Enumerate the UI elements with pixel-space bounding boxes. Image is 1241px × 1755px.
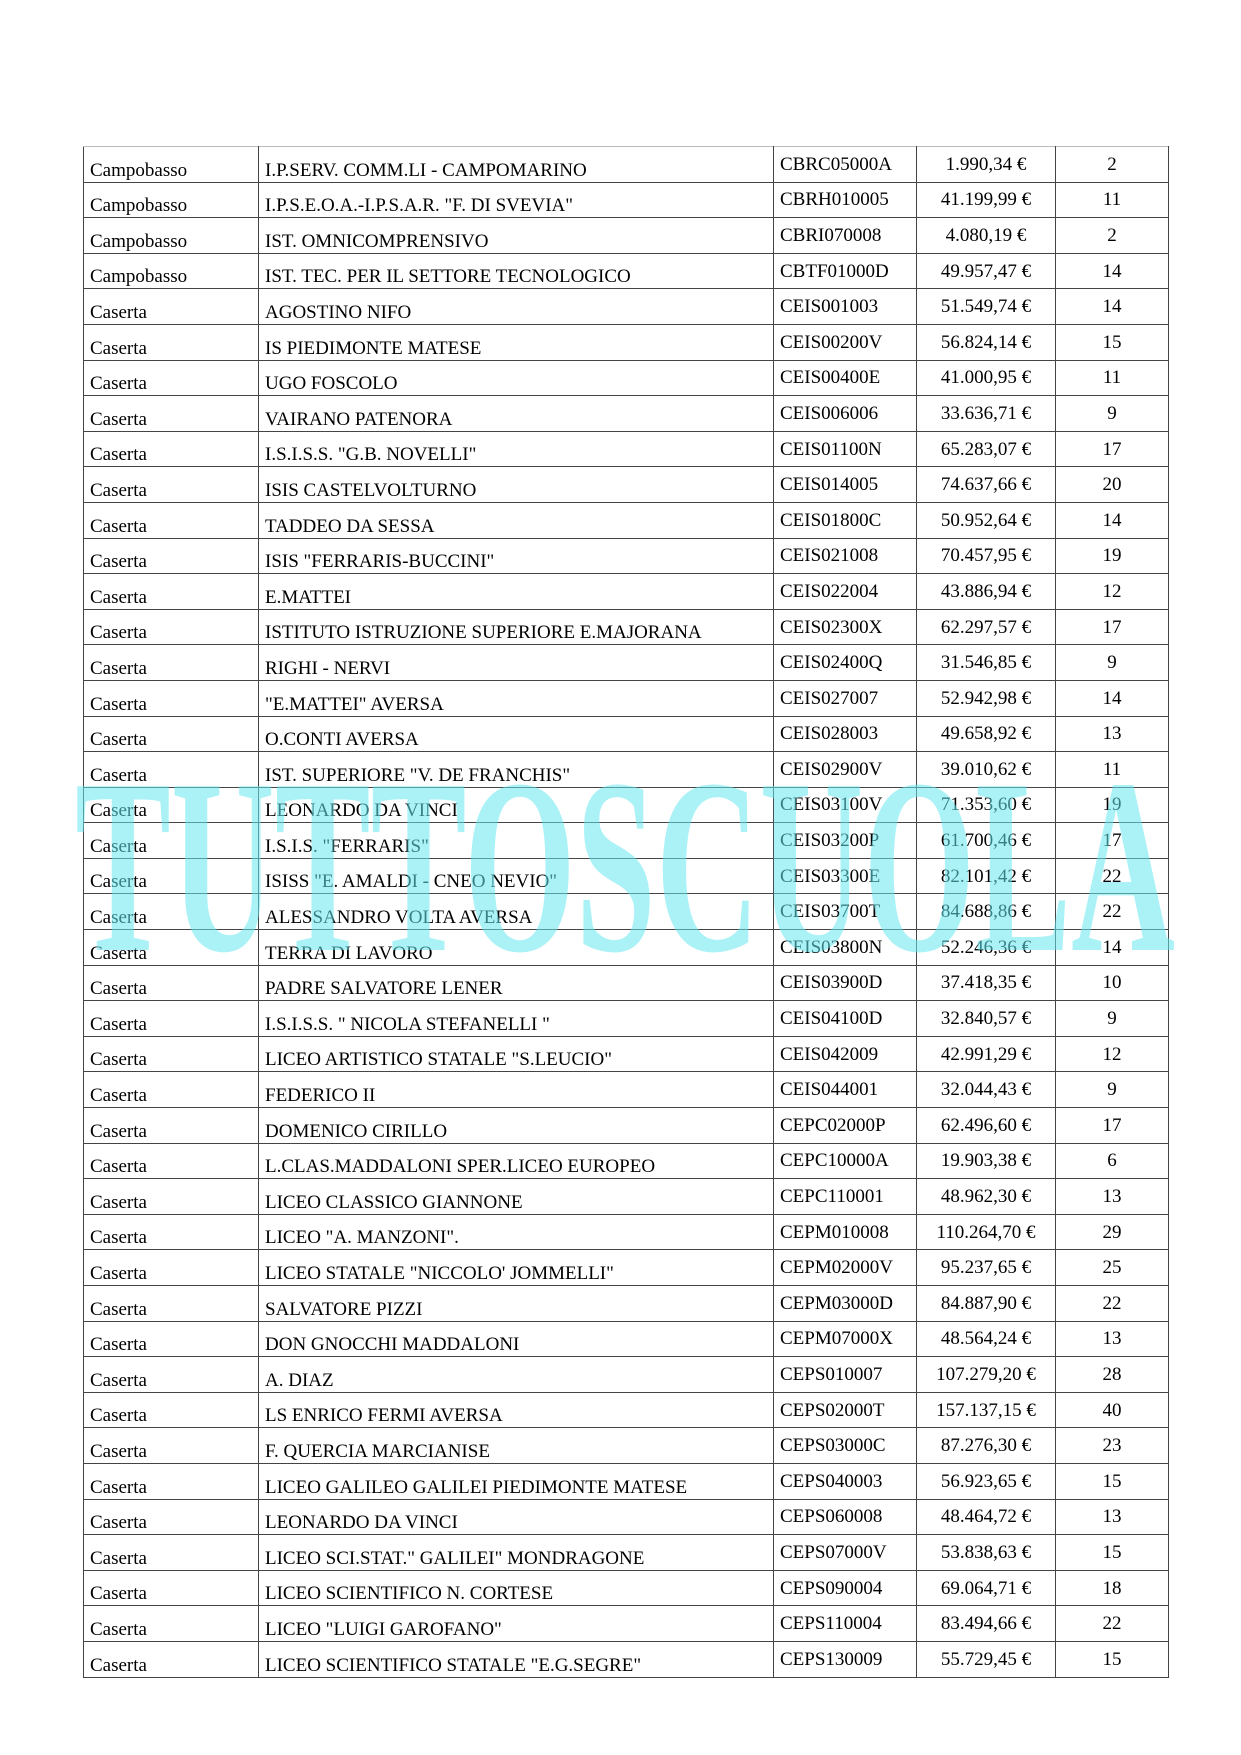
count-cell: 15 <box>1056 1463 1169 1499</box>
count-cell: 17 <box>1056 609 1169 645</box>
count-cell: 14 <box>1056 930 1169 966</box>
province-cell: Caserta <box>84 716 259 752</box>
amount-cell: 55.729,45 € <box>917 1641 1056 1677</box>
school-name-cell: L.CLAS.MADDALONI SPER.LICEO EUROPEO <box>259 1143 774 1179</box>
school-name-cell: DOMENICO CIRILLO <box>259 1108 774 1144</box>
school-name-cell: IST. TEC. PER IL SETTORE TECNOLOGICO <box>259 253 774 289</box>
table-row <box>84 1499 1169 1535</box>
province-cell: Campobasso <box>84 147 259 183</box>
school-name-cell: I.S.I.S. "FERRARIS" <box>259 823 774 859</box>
table-row <box>84 823 1169 859</box>
amount-cell: 84.887,90 € <box>917 1286 1056 1322</box>
amount-cell: 71.353,60 € <box>917 787 1056 823</box>
table-row <box>84 1001 1169 1037</box>
amount-cell: 1.990,34 € <box>917 147 1056 183</box>
school-code-cell: CEIS021008 <box>774 538 917 574</box>
school-name-cell: LICEO SCIENTIFICO STATALE "E.G.SEGRE" <box>259 1641 774 1677</box>
count-cell: 13 <box>1056 1499 1169 1535</box>
amount-cell: 51.549,74 € <box>917 289 1056 325</box>
count-cell: 14 <box>1056 289 1169 325</box>
table-row <box>84 609 1169 645</box>
school-name-cell: RIGHI - NERVI <box>259 645 774 681</box>
amount-cell: 56.824,14 € <box>917 324 1056 360</box>
amount-cell: 110.264,70 € <box>917 1214 1056 1250</box>
count-cell: 14 <box>1056 253 1169 289</box>
table-body <box>84 147 1169 1678</box>
province-cell: Caserta <box>84 680 259 716</box>
amount-cell: 4.080,19 € <box>917 218 1056 254</box>
count-cell: 28 <box>1056 1357 1169 1393</box>
school-name-cell: LICEO STATALE "NICCOLO' JOMMELLI" <box>259 1250 774 1286</box>
province-cell: Caserta <box>84 1392 259 1428</box>
school-name-cell: A. DIAZ <box>259 1357 774 1393</box>
amount-cell: 62.496,60 € <box>917 1108 1056 1144</box>
count-cell: 13 <box>1056 1321 1169 1357</box>
province-cell: Caserta <box>84 502 259 538</box>
amount-cell: 33.636,71 € <box>917 396 1056 432</box>
table-row <box>84 1036 1169 1072</box>
province-cell: Caserta <box>84 787 259 823</box>
province-cell: Caserta <box>84 752 259 788</box>
school-code-cell: CEPS03000C <box>774 1428 917 1464</box>
table-row <box>84 1321 1169 1357</box>
school-name-cell: IS PIEDIMONTE MATESE <box>259 324 774 360</box>
province-cell: Caserta <box>84 1499 259 1535</box>
province-cell: Caserta <box>84 1428 259 1464</box>
table-row <box>84 1357 1169 1393</box>
school-name-cell: I.P.SERV. COMM.LI - CAMPOMARINO <box>259 147 774 183</box>
province-cell: Caserta <box>84 823 259 859</box>
count-cell: 9 <box>1056 1072 1169 1108</box>
school-code-cell: CEIS03900D <box>774 965 917 1001</box>
school-code-cell: CEIS00200V <box>774 324 917 360</box>
amount-cell: 41.199,99 € <box>917 182 1056 218</box>
province-cell: Caserta <box>84 1535 259 1571</box>
province-cell: Caserta <box>84 1179 259 1215</box>
table-row <box>84 1214 1169 1250</box>
amount-cell: 19.903,38 € <box>917 1143 1056 1179</box>
school-code-cell: CEPS07000V <box>774 1535 917 1571</box>
school-code-cell: CEIS03300E <box>774 858 917 894</box>
count-cell: 11 <box>1056 182 1169 218</box>
amount-cell: 42.991,29 € <box>917 1036 1056 1072</box>
amount-cell: 82.101,42 € <box>917 858 1056 894</box>
amount-cell: 49.957,47 € <box>917 253 1056 289</box>
school-code-cell: CEIS022004 <box>774 574 917 610</box>
amount-cell: 95.237,65 € <box>917 1250 1056 1286</box>
province-cell: Caserta <box>84 930 259 966</box>
amount-cell: 48.464,72 € <box>917 1499 1056 1535</box>
school-name-cell: DON GNOCCHI MADDALONI <box>259 1321 774 1357</box>
amount-cell: 65.283,07 € <box>917 431 1056 467</box>
table-row <box>84 574 1169 610</box>
school-code-cell: CEIS03700T <box>774 894 917 930</box>
amount-cell: 74.637,66 € <box>917 467 1056 503</box>
province-cell: Caserta <box>84 1286 259 1322</box>
amount-cell: 37.418,35 € <box>917 965 1056 1001</box>
table-row <box>84 431 1169 467</box>
school-name-cell: O.CONTI AVERSA <box>259 716 774 752</box>
count-cell: 20 <box>1056 467 1169 503</box>
count-cell: 15 <box>1056 1535 1169 1571</box>
table-row <box>84 502 1169 538</box>
count-cell: 22 <box>1056 858 1169 894</box>
count-cell: 40 <box>1056 1392 1169 1428</box>
school-code-cell: CEIS006006 <box>774 396 917 432</box>
amount-cell: 43.886,94 € <box>917 574 1056 610</box>
table-row <box>84 1143 1169 1179</box>
school-name-cell: I.P.S.E.O.A.-I.P.S.A.R. "F. DI SVEVIA" <box>259 182 774 218</box>
province-cell: Caserta <box>84 1072 259 1108</box>
province-cell: Caserta <box>84 289 259 325</box>
school-name-cell: VAIRANO PATENORA <box>259 396 774 432</box>
count-cell: 15 <box>1056 1641 1169 1677</box>
school-code-cell: CEIS00400E <box>774 360 917 396</box>
school-name-cell: E.MATTEI <box>259 574 774 610</box>
table-row <box>84 1286 1169 1322</box>
province-cell: Campobasso <box>84 218 259 254</box>
table-row <box>84 1392 1169 1428</box>
school-code-cell: CEIS04100D <box>774 1001 917 1037</box>
province-cell: Caserta <box>84 574 259 610</box>
province-cell: Caserta <box>84 1036 259 1072</box>
amount-cell: 52.942,98 € <box>917 680 1056 716</box>
count-cell: 11 <box>1056 360 1169 396</box>
count-cell: 9 <box>1056 645 1169 681</box>
amount-cell: 69.064,71 € <box>917 1570 1056 1606</box>
count-cell: 12 <box>1056 1036 1169 1072</box>
province-cell: Caserta <box>84 467 259 503</box>
table-row <box>84 147 1169 183</box>
province-cell: Caserta <box>84 645 259 681</box>
school-name-cell: F. QUERCIA MARCIANISE <box>259 1428 774 1464</box>
school-code-cell: CEIS014005 <box>774 467 917 503</box>
amount-cell: 50.952,64 € <box>917 502 1056 538</box>
count-cell: 17 <box>1056 431 1169 467</box>
school-code-cell: CEIS001003 <box>774 289 917 325</box>
province-cell: Caserta <box>84 609 259 645</box>
table-row <box>84 1428 1169 1464</box>
school-name-cell: ISTITUTO ISTRUZIONE SUPERIORE E.MAJORANA <box>259 609 774 645</box>
school-name-cell: LICEO GALILEO GALILEI PIEDIMONTE MATESE <box>259 1463 774 1499</box>
school-code-cell: CBRC05000A <box>774 147 917 183</box>
province-cell: Caserta <box>84 324 259 360</box>
school-code-cell: CEIS02300X <box>774 609 917 645</box>
table-row <box>84 894 1169 930</box>
amount-cell: 31.546,85 € <box>917 645 1056 681</box>
province-cell: Caserta <box>84 396 259 432</box>
school-name-cell: ISISS "E. AMALDI - CNEO NEVIO" <box>259 858 774 894</box>
province-cell: Campobasso <box>84 182 259 218</box>
table-row <box>84 1179 1169 1215</box>
school-code-cell: CEPM010008 <box>774 1214 917 1250</box>
school-name-cell: IST. OMNICOMPRENSIVO <box>259 218 774 254</box>
count-cell: 22 <box>1056 894 1169 930</box>
province-cell: Caserta <box>84 360 259 396</box>
table-row <box>84 1641 1169 1677</box>
table-row <box>84 1606 1169 1642</box>
count-cell: 2 <box>1056 218 1169 254</box>
amount-cell: 107.279,20 € <box>917 1357 1056 1393</box>
table-row <box>84 1535 1169 1571</box>
school-code-cell: CEPS090004 <box>774 1570 917 1606</box>
count-cell: 2 <box>1056 147 1169 183</box>
amount-cell: 53.838,63 € <box>917 1535 1056 1571</box>
school-name-cell: I.S.I.S.S. " NICOLA STEFANELLI " <box>259 1001 774 1037</box>
school-name-cell: SALVATORE PIZZI <box>259 1286 774 1322</box>
school-name-cell: LS ENRICO FERMI AVERSA <box>259 1392 774 1428</box>
amount-cell: 62.297,57 € <box>917 609 1056 645</box>
school-code-cell: CEIS044001 <box>774 1072 917 1108</box>
school-name-cell: TERRA DI LAVORO <box>259 930 774 966</box>
amount-cell: 52.246,36 € <box>917 930 1056 966</box>
school-code-cell: CBRI070008 <box>774 218 917 254</box>
school-name-cell: LICEO "LUIGI GAROFANO" <box>259 1606 774 1642</box>
count-cell: 6 <box>1056 1143 1169 1179</box>
province-cell: Caserta <box>84 1108 259 1144</box>
table-row <box>84 253 1169 289</box>
amount-cell: 32.044,43 € <box>917 1072 1056 1108</box>
province-cell: Caserta <box>84 965 259 1001</box>
province-cell: Caserta <box>84 1606 259 1642</box>
table-row <box>84 324 1169 360</box>
school-name-cell: FEDERICO II <box>259 1072 774 1108</box>
count-cell: 13 <box>1056 1179 1169 1215</box>
amount-cell: 84.688,86 € <box>917 894 1056 930</box>
school-code-cell: CEPM07000X <box>774 1321 917 1357</box>
count-cell: 19 <box>1056 787 1169 823</box>
school-code-cell: CEPC10000A <box>774 1143 917 1179</box>
school-name-cell: "E.MATTEI" AVERSA <box>259 680 774 716</box>
school-code-cell: CEPC110001 <box>774 1179 917 1215</box>
school-code-cell: CEIS02400Q <box>774 645 917 681</box>
school-name-cell: LICEO "A. MANZONI". <box>259 1214 774 1250</box>
table-row <box>84 930 1169 966</box>
school-code-cell: CEIS03100V <box>774 787 917 823</box>
school-name-cell: ISIS "FERRARIS-BUCCINI" <box>259 538 774 574</box>
school-code-cell: CEPS130009 <box>774 1641 917 1677</box>
school-code-cell: CEIS01800C <box>774 502 917 538</box>
school-code-cell: CEIS02900V <box>774 752 917 788</box>
province-cell: Caserta <box>84 894 259 930</box>
province-cell: Caserta <box>84 1641 259 1677</box>
school-code-cell: CEPS02000T <box>774 1392 917 1428</box>
amount-cell: 49.658,92 € <box>917 716 1056 752</box>
table-row <box>84 752 1169 788</box>
school-name-cell: IST. SUPERIORE "V. DE FRANCHIS" <box>259 752 774 788</box>
school-name-cell: UGO FOSCOLO <box>259 360 774 396</box>
school-code-cell: CEIS027007 <box>774 680 917 716</box>
table-row <box>84 680 1169 716</box>
school-name-cell: LICEO SCI.STAT." GALILEI" MONDRAGONE <box>259 1535 774 1571</box>
school-name-cell: ISIS CASTELVOLTURNO <box>259 467 774 503</box>
table-row <box>84 645 1169 681</box>
count-cell: 11 <box>1056 752 1169 788</box>
count-cell: 9 <box>1056 1001 1169 1037</box>
school-name-cell: LEONARDO DA VINCI <box>259 1499 774 1535</box>
count-cell: 10 <box>1056 965 1169 1001</box>
province-cell: Caserta <box>84 1214 259 1250</box>
count-cell: 14 <box>1056 502 1169 538</box>
school-code-cell: CEPS060008 <box>774 1499 917 1535</box>
school-name-cell: TADDEO DA SESSA <box>259 502 774 538</box>
school-name-cell: PADRE SALVATORE LENER <box>259 965 774 1001</box>
table-row <box>84 1072 1169 1108</box>
school-name-cell: LICEO ARTISTICO STATALE "S.LEUCIO" <box>259 1036 774 1072</box>
province-cell: Caserta <box>84 1357 259 1393</box>
table-row <box>84 858 1169 894</box>
count-cell: 22 <box>1056 1286 1169 1322</box>
count-cell: 23 <box>1056 1428 1169 1464</box>
amount-cell: 61.700,46 € <box>917 823 1056 859</box>
school-code-cell: CEPS040003 <box>774 1463 917 1499</box>
province-cell: Caserta <box>84 1321 259 1357</box>
school-code-cell: CEIS03800N <box>774 930 917 966</box>
school-code-cell: CEPM03000D <box>774 1286 917 1322</box>
schools-table <box>83 146 1169 1678</box>
count-cell: 29 <box>1056 1214 1169 1250</box>
amount-cell: 56.923,65 € <box>917 1463 1056 1499</box>
school-code-cell: CEPC02000P <box>774 1108 917 1144</box>
school-code-cell: CBTF01000D <box>774 253 917 289</box>
count-cell: 9 <box>1056 396 1169 432</box>
count-cell: 12 <box>1056 574 1169 610</box>
table-row <box>84 182 1169 218</box>
school-code-cell: CEPS110004 <box>774 1606 917 1642</box>
table-row <box>84 1570 1169 1606</box>
province-cell: Caserta <box>84 1463 259 1499</box>
school-name-cell: LEONARDO DA VINCI <box>259 787 774 823</box>
school-name-cell: AGOSTINO NIFO <box>259 289 774 325</box>
province-cell: Caserta <box>84 538 259 574</box>
count-cell: 14 <box>1056 680 1169 716</box>
table-row <box>84 1108 1169 1144</box>
amount-cell: 48.962,30 € <box>917 1179 1056 1215</box>
count-cell: 13 <box>1056 716 1169 752</box>
province-cell: Campobasso <box>84 253 259 289</box>
province-cell: Caserta <box>84 1250 259 1286</box>
table-row <box>84 716 1169 752</box>
school-name-cell: LICEO CLASSICO GIANNONE <box>259 1179 774 1215</box>
watermark-text: TUTTOSCUOLA <box>75 762 1175 982</box>
amount-cell: 83.494,66 € <box>917 1606 1056 1642</box>
table-row <box>84 538 1169 574</box>
amount-cell: 87.276,30 € <box>917 1428 1056 1464</box>
school-code-cell: CEIS028003 <box>774 716 917 752</box>
amount-cell: 70.457,95 € <box>917 538 1056 574</box>
table-row <box>84 396 1169 432</box>
school-name-cell: ALESSANDRO VOLTA AVERSA <box>259 894 774 930</box>
province-cell: Caserta <box>84 1143 259 1179</box>
table-row <box>84 965 1169 1001</box>
table-row <box>84 1463 1169 1499</box>
amount-cell: 39.010,62 € <box>917 752 1056 788</box>
amount-cell: 41.000,95 € <box>917 360 1056 396</box>
school-code-cell: CEIS03200P <box>774 823 917 859</box>
count-cell: 25 <box>1056 1250 1169 1286</box>
amount-cell: 32.840,57 € <box>917 1001 1056 1037</box>
count-cell: 19 <box>1056 538 1169 574</box>
school-code-cell: CEIS042009 <box>774 1036 917 1072</box>
amount-cell: 157.137,15 € <box>917 1392 1056 1428</box>
school-name-cell: I.S.I.S.S. "G.B. NOVELLI" <box>259 431 774 467</box>
province-cell: Caserta <box>84 1001 259 1037</box>
table-row <box>84 787 1169 823</box>
amount-cell: 48.564,24 € <box>917 1321 1056 1357</box>
table-row <box>84 360 1169 396</box>
province-cell: Caserta <box>84 858 259 894</box>
school-code-cell: CEIS01100N <box>774 431 917 467</box>
count-cell: 22 <box>1056 1606 1169 1642</box>
table-row <box>84 467 1169 503</box>
count-cell: 18 <box>1056 1570 1169 1606</box>
school-code-cell: CBRH010005 <box>774 182 917 218</box>
table-row <box>84 289 1169 325</box>
table-row <box>84 218 1169 254</box>
school-code-cell: CEPS010007 <box>774 1357 917 1393</box>
school-code-cell: CEPM02000V <box>774 1250 917 1286</box>
province-cell: Caserta <box>84 1570 259 1606</box>
table-row <box>84 1250 1169 1286</box>
count-cell: 17 <box>1056 823 1169 859</box>
count-cell: 17 <box>1056 1108 1169 1144</box>
school-name-cell: LICEO SCIENTIFICO N. CORTESE <box>259 1570 774 1606</box>
count-cell: 15 <box>1056 324 1169 360</box>
province-cell: Caserta <box>84 431 259 467</box>
